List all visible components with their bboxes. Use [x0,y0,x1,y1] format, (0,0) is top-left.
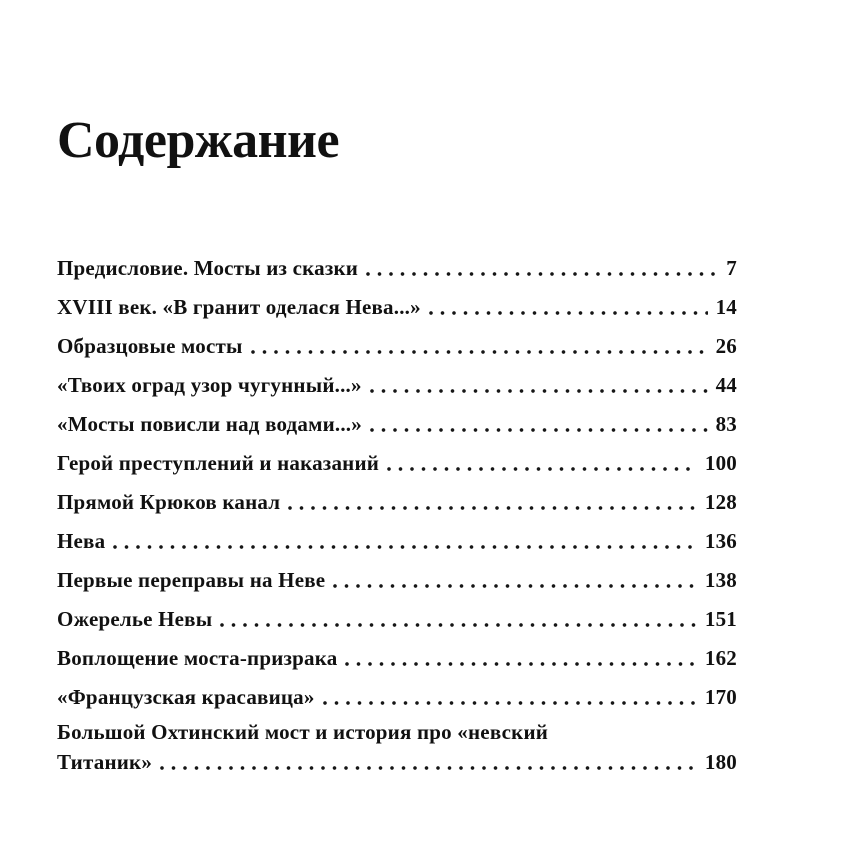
dot-leader [288,506,697,510]
toc-entry[interactable] [57,249,737,288]
toc-entry[interactable] [57,405,737,444]
toc-entry-page-number: 7 [726,256,737,280]
toc-entry-title: «Мосты повисли над водами...» [57,412,362,436]
toc-entry-title: Прямой Крюков канал [57,490,281,514]
toc-entry-title: XVIII век. «В гранит оделася Нева...» [57,295,421,319]
dot-leader [370,428,708,432]
toc-entry-page-number: 138 [704,568,737,592]
dot-leader [345,662,696,666]
dot-leader [429,311,708,315]
toc-entry-title: Предисловие. Мосты из сказки [57,256,359,280]
toc-entry[interactable] [57,639,737,678]
toc-entry[interactable] [57,717,737,777]
toc-entry-page-number: 100 [704,451,737,475]
toc-entry-title: Ожерелье Невы [57,607,213,631]
dot-leader [366,272,718,276]
toc-entry-page-number: 44 [715,373,737,397]
toc-entry[interactable] [57,288,737,327]
dot-leader [387,467,697,471]
dot-leader [323,701,697,705]
toc-entry-page-number: 128 [704,490,737,514]
toc-entry[interactable] [57,678,737,717]
toc-entry[interactable] [57,522,737,561]
dot-leader [113,545,697,549]
toc-entry-title: Образцовые мосты [57,334,243,358]
dot-leader [220,623,697,627]
toc-entry-title: «Французская красавица» [57,685,315,709]
toc-entry-title: Нева [57,529,106,553]
dot-leader [160,766,697,770]
toc-entry-title: «Твоих оград узор чугунный...» [57,373,362,397]
toc-entry-page-number: 180 [704,750,737,774]
dot-leader [251,350,708,354]
dot-leader [370,389,708,393]
table-of-contents [57,249,737,777]
toc-entry[interactable] [57,444,737,483]
toc-entry-title-line2: Титаник» [57,750,153,774]
toc-entry[interactable] [57,561,737,600]
toc-entry-title: Герой преступлений и наказаний [57,451,380,475]
toc-entry-title-line1: Большой Охтинский мост и история про «невский [57,720,549,744]
toc-entry-page-number: 162 [704,646,737,670]
toc-entry-page-number: 83 [715,412,737,436]
toc-entry-title: Воплощение моста-призрака [57,646,338,670]
toc-entry-page-number: 151 [704,607,737,631]
toc-entry-second-line [57,747,737,777]
toc-entry[interactable] [57,483,737,522]
toc-entry[interactable] [57,600,737,639]
page-title: Содержание [57,112,340,169]
toc-entry[interactable] [57,366,737,405]
dot-leader [333,584,697,588]
toc-entry-page-number: 136 [704,529,737,553]
toc-entry-page-number: 26 [715,334,737,358]
toc-entry-title: Первые переправы на Неве [57,568,326,592]
toc-entry-page-number: 170 [704,685,737,709]
toc-entry[interactable] [57,327,737,366]
toc-entry-page-number: 14 [715,295,737,319]
